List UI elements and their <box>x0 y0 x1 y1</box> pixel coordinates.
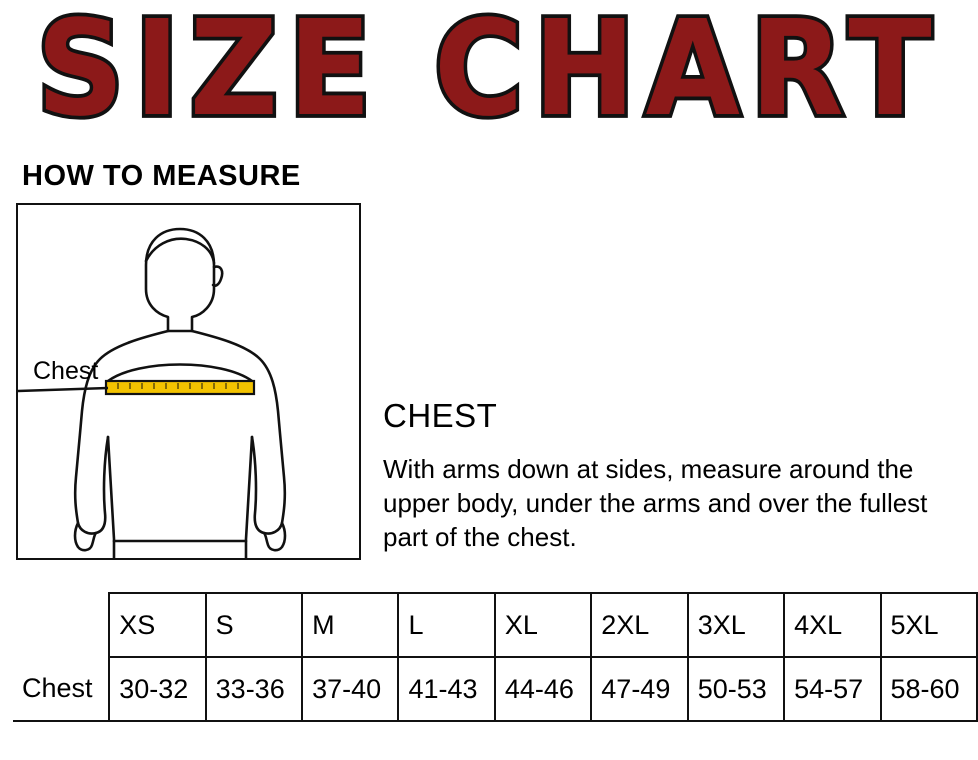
column-header-l: L <box>398 593 494 657</box>
size-table <box>13 592 978 722</box>
tape-measure <box>106 365 254 395</box>
table-row <box>13 657 977 721</box>
table-corner-cell <box>13 593 109 657</box>
cell-chest-m: 37-40 <box>302 657 398 721</box>
column-header-xs: XS <box>109 593 205 657</box>
cell-chest-s: 33-36 <box>206 657 302 721</box>
table-header-row <box>13 593 977 657</box>
how-to-measure-heading: HOW TO MEASURE <box>22 160 301 192</box>
description-heading: CHEST <box>383 397 498 434</box>
cell-chest-xs: 30-32 <box>109 657 205 721</box>
cell-chest-4xl: 54-57 <box>784 657 880 721</box>
column-header-4xl: 4XL <box>784 593 880 657</box>
title-banner <box>0 0 978 145</box>
column-header-5xl: 5XL <box>881 593 978 657</box>
column-header-m: M <box>302 593 398 657</box>
row-header-chest: Chest <box>13 657 109 721</box>
page-title: SIZE CHART <box>36 0 942 146</box>
column-header-2xl: 2XL <box>591 593 687 657</box>
cell-chest-xl: 44-46 <box>495 657 591 721</box>
cell-chest-2xl: 47-49 <box>591 657 687 721</box>
cell-chest-l: 41-43 <box>398 657 494 721</box>
cell-chest-5xl: 58-60 <box>881 657 978 721</box>
figure-measure-label: Chest <box>33 357 99 385</box>
column-header-s: S <box>206 593 302 657</box>
column-header-3xl: 3XL <box>688 593 784 657</box>
leader-line <box>18 388 108 391</box>
description-body: With arms down at sides, measure around the upper body, under the arms and over the fullest part of the chest. <box>383 454 928 552</box>
column-header-xl: XL <box>495 593 591 657</box>
cell-chest-3xl: 50-53 <box>688 657 784 721</box>
